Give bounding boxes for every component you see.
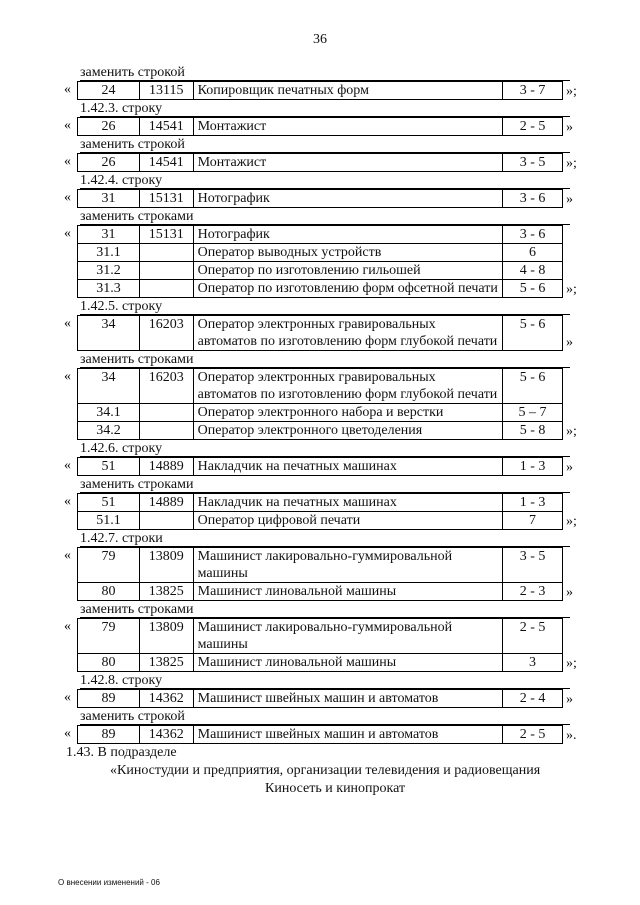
profession-code <box>139 262 193 280</box>
profession-table <box>77 189 563 208</box>
profession-code: 13115 <box>139 82 193 100</box>
closing-quote: »; <box>566 656 577 671</box>
opening-quote: « <box>64 118 71 133</box>
grade-range: 6 <box>503 244 563 262</box>
profession-name: Оператор электронного цветоделения <box>193 422 502 440</box>
row-number: 51 <box>78 458 140 476</box>
profession-table <box>77 153 563 172</box>
grade-range: 3 - 5 <box>503 154 563 172</box>
page-number: 36 <box>313 32 327 47</box>
instruction-note: 1.42.6. строку <box>80 440 570 457</box>
instruction-note: заменить строками <box>80 351 570 368</box>
grade-range: 7 <box>503 512 563 530</box>
table-row <box>78 82 563 100</box>
profession-name: Машинист лакировально-гуммировальной машины <box>193 548 502 583</box>
grade-range: 5 - 8 <box>503 422 563 440</box>
replacement-table-block <box>0 689 640 708</box>
profession-code: 14889 <box>139 494 193 512</box>
closing-quote: »; <box>566 156 577 171</box>
grade-range: 2 - 5 <box>503 726 563 744</box>
table-row <box>78 458 563 476</box>
table-row <box>78 619 563 654</box>
profession-name: Оператор электронного набора и верстки <box>193 404 502 422</box>
profession-code: 14362 <box>139 690 193 708</box>
profession-code: 13825 <box>139 654 193 672</box>
amendment-blocks <box>0 64 640 744</box>
profession-code <box>139 280 193 298</box>
grade-range: 1 - 3 <box>503 494 563 512</box>
instruction-note: заменить строкой <box>80 136 570 153</box>
profession-name: Оператор электронных гравировальных автоматов по изготовлению форм глубокой печати <box>193 316 502 351</box>
grade-range: 5 - 6 <box>503 369 563 404</box>
closing-quote: » <box>566 120 573 135</box>
closing-quote: »; <box>566 282 577 297</box>
profession-code <box>139 512 193 530</box>
row-number: 31 <box>78 190 140 208</box>
row-number: 79 <box>78 548 140 583</box>
section-quote-line-2: Киносеть и кинопрокат <box>265 781 406 796</box>
profession-name: Машинист линовальной машины <box>193 654 502 672</box>
document-body <box>0 64 640 798</box>
closing-quote: » <box>566 692 573 707</box>
row-number: 31.2 <box>78 262 140 280</box>
table-row <box>78 280 563 298</box>
replacement-table-block <box>0 225 640 298</box>
profession-name: Накладчик на печатных машинах <box>193 458 502 476</box>
row-number: 26 <box>78 154 140 172</box>
opening-quote: « <box>64 619 71 634</box>
profession-table <box>77 225 563 298</box>
replacement-table-block <box>0 153 640 172</box>
profession-name: Нотографик <box>193 226 502 244</box>
table-row <box>78 690 563 708</box>
closing-quote: » <box>566 192 573 207</box>
section-title: 1.43. В подразделе <box>66 745 177 760</box>
replacement-table-block <box>0 547 640 601</box>
row-number: 34.2 <box>78 422 140 440</box>
row-number: 31 <box>78 226 140 244</box>
profession-table <box>77 315 563 351</box>
grade-range: 2 - 4 <box>503 690 563 708</box>
profession-name: Машинист лакировально-гуммировальной машины <box>193 619 502 654</box>
profession-code: 15131 <box>139 226 193 244</box>
profession-name: Монтажист <box>193 154 502 172</box>
replacement-table-block <box>0 493 640 530</box>
replacement-table-block <box>0 189 640 208</box>
row-number: 89 <box>78 690 140 708</box>
footer-note: О внесении изменений - 06 <box>58 878 160 887</box>
table-row <box>78 404 563 422</box>
table-row <box>78 154 563 172</box>
profession-name: Машинист линовальной машины <box>193 583 502 601</box>
closing-quote: »; <box>566 84 577 99</box>
instruction-note: заменить строками <box>80 208 570 225</box>
table-row <box>78 190 563 208</box>
profession-code: 16203 <box>139 369 193 404</box>
profession-name: Оператор по изготовлению форм офсетной печати <box>193 280 502 298</box>
profession-code <box>139 422 193 440</box>
instruction-note: заменить строкой <box>80 708 570 725</box>
row-number: 80 <box>78 583 140 601</box>
row-number: 24 <box>78 82 140 100</box>
closing-quote: » <box>566 460 573 475</box>
row-number: 51.1 <box>78 512 140 530</box>
profession-name: Нотографик <box>193 190 502 208</box>
opening-quote: « <box>64 316 71 331</box>
profession-table <box>77 689 563 708</box>
profession-code: 14362 <box>139 726 193 744</box>
row-number: 79 <box>78 619 140 654</box>
instruction-note: заменить строкой <box>80 64 570 81</box>
grade-range: 5 - 6 <box>503 316 563 351</box>
profession-name: Монтажист <box>193 118 502 136</box>
instruction-note: 1.42.7. строки <box>80 530 570 547</box>
table-row <box>78 494 563 512</box>
profession-table <box>77 81 563 100</box>
profession-code <box>139 244 193 262</box>
opening-quote: « <box>64 154 71 169</box>
row-number: 89 <box>78 726 140 744</box>
replacement-table-block <box>0 315 640 351</box>
replacement-table-block <box>0 618 640 672</box>
row-number: 26 <box>78 118 140 136</box>
profession-name: Оператор выводных устройств <box>193 244 502 262</box>
instruction-note: заменить строками <box>80 476 570 493</box>
grade-range: 3 - 5 <box>503 548 563 583</box>
profession-name: Оператор по изготовлению гильошей <box>193 262 502 280</box>
table-row <box>78 583 563 601</box>
replacement-table-block <box>0 81 640 100</box>
section-quote-line-1: «Киностудии и предприятия, организации телевидения и радиовещания <box>110 763 541 778</box>
instruction-note: 1.42.4. строку <box>80 172 570 189</box>
profession-table <box>77 493 563 530</box>
table-row <box>78 118 563 136</box>
replacement-table-block <box>0 368 640 440</box>
opening-quote: « <box>64 369 71 384</box>
opening-quote: « <box>64 726 71 741</box>
profession-code: 14889 <box>139 458 193 476</box>
row-number: 31.3 <box>78 280 140 298</box>
instruction-note: 1.42.5. строку <box>80 298 570 315</box>
profession-code: 13809 <box>139 548 193 583</box>
row-number: 31.1 <box>78 244 140 262</box>
profession-name: Накладчик на печатных машинах <box>193 494 502 512</box>
grade-range: 3 - 7 <box>503 82 563 100</box>
profession-table <box>77 457 563 476</box>
row-number: 34.1 <box>78 404 140 422</box>
profession-name: Машинист швейных машин и автоматов <box>193 690 502 708</box>
profession-table <box>77 547 563 601</box>
table-row <box>78 726 563 744</box>
profession-code: 13825 <box>139 583 193 601</box>
row-number: 51 <box>78 494 140 512</box>
grade-range: 2 - 3 <box>503 583 563 601</box>
row-number: 34 <box>78 369 140 404</box>
profession-code: 15131 <box>139 190 193 208</box>
table-row <box>78 244 563 262</box>
instruction-note: заменить строками <box>80 601 570 618</box>
table-row <box>78 316 563 351</box>
grade-range: 4 - 8 <box>503 262 563 280</box>
table-row <box>78 262 563 280</box>
grade-range: 5 - 6 <box>503 280 563 298</box>
profession-code: 14541 <box>139 118 193 136</box>
profession-name: Оператор цифровой печати <box>193 512 502 530</box>
closing-quote: » <box>566 585 573 600</box>
grade-range: 2 - 5 <box>503 118 563 136</box>
opening-quote: « <box>64 82 71 97</box>
instruction-note: 1.42.3. строку <box>80 100 570 117</box>
grade-range: 3 - 6 <box>503 226 563 244</box>
grade-range: 1 - 3 <box>503 458 563 476</box>
row-number: 34 <box>78 316 140 351</box>
profession-table <box>77 618 563 672</box>
profession-name: Машинист швейных машин и автоматов <box>193 726 502 744</box>
table-row <box>78 226 563 244</box>
profession-name: Копировщик печатных форм <box>193 82 502 100</box>
table-row <box>78 654 563 672</box>
grade-range: 5 – 7 <box>503 404 563 422</box>
opening-quote: « <box>64 458 71 473</box>
table-row <box>78 369 563 404</box>
closing-quote: » <box>566 335 573 350</box>
instruction-note: 1.42.8. строку <box>80 672 570 689</box>
opening-quote: « <box>64 190 71 205</box>
closing-quote: ». <box>566 728 577 743</box>
profession-code: 13809 <box>139 619 193 654</box>
row-number: 80 <box>78 654 140 672</box>
opening-quote: « <box>64 494 71 509</box>
table-row <box>78 422 563 440</box>
replacement-table-block <box>0 457 640 476</box>
grade-range: 2 - 5 <box>503 619 563 654</box>
grade-range: 3 - 6 <box>503 190 563 208</box>
table-row <box>78 548 563 583</box>
grade-range: 3 <box>503 654 563 672</box>
profession-name: Оператор электронных гравировальных автоматов по изготовлению форм глубокой печати <box>193 369 502 404</box>
profession-code <box>139 404 193 422</box>
profession-code: 14541 <box>139 154 193 172</box>
profession-code: 16203 <box>139 316 193 351</box>
replacement-table-block <box>0 725 640 744</box>
table-row <box>78 512 563 530</box>
profession-table <box>77 368 563 440</box>
opening-quote: « <box>64 226 71 241</box>
opening-quote: « <box>64 548 71 563</box>
closing-quote: »; <box>566 514 577 529</box>
replacement-table-block <box>0 117 640 136</box>
profession-table <box>77 725 563 744</box>
opening-quote: « <box>64 690 71 705</box>
closing-quote: »; <box>566 424 577 439</box>
profession-table <box>77 117 563 136</box>
